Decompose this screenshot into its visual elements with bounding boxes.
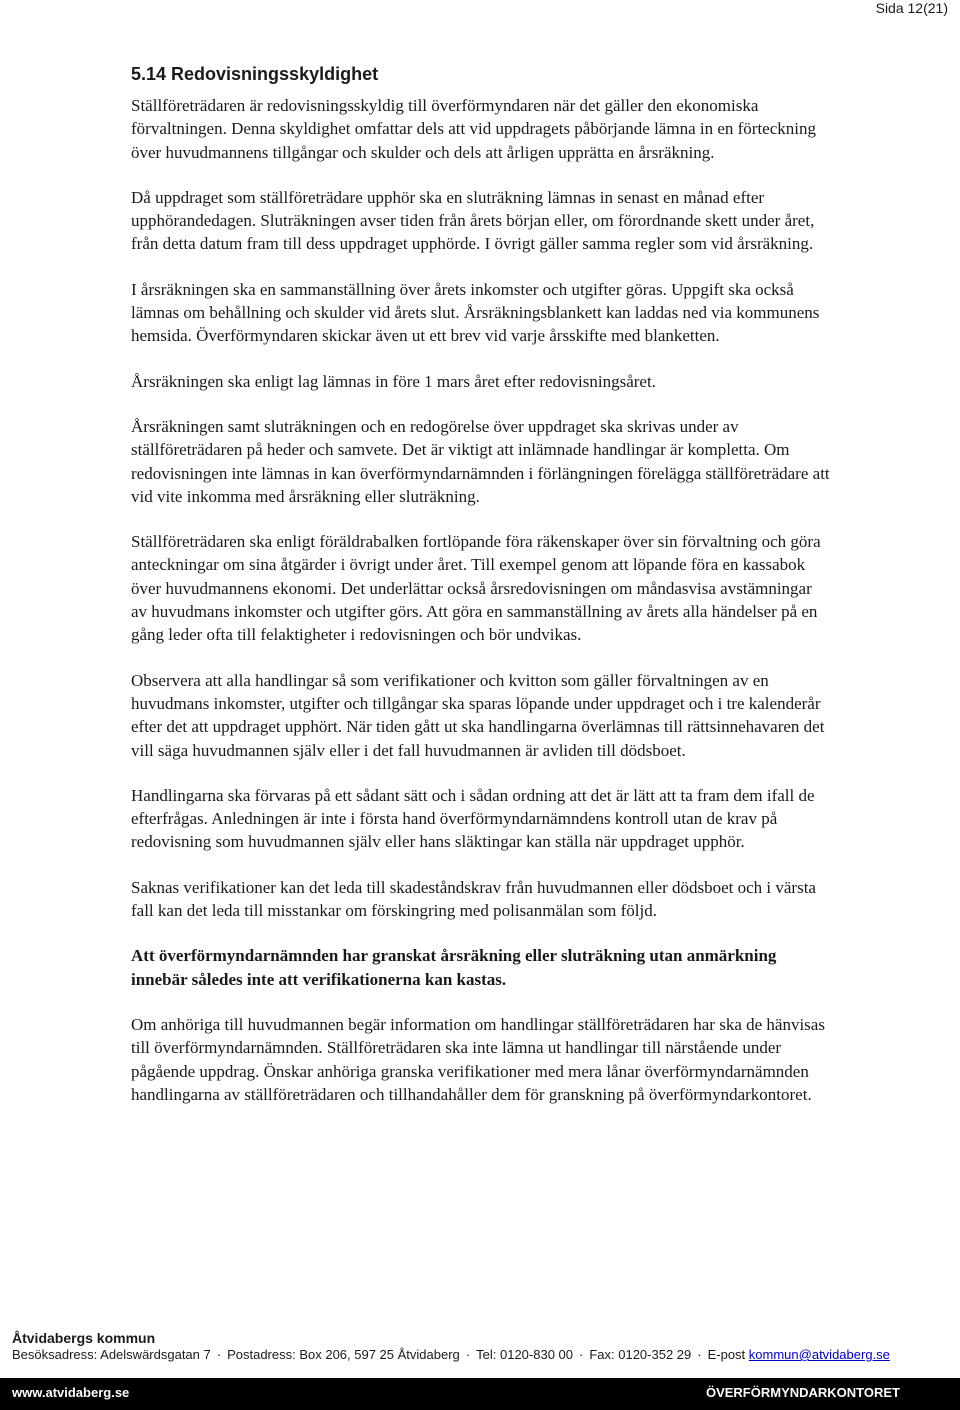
footer-email-link[interactable]: kommun@atvidaberg.se [748,1347,890,1362]
footer-separator: · [579,1347,584,1362]
paragraph-saknas-verifikationer: Saknas verifikationer kan det leda till skadeståndskrav från huvudmannen eller dödsboet och i värsta fall kan det leda till misstankar om förskingring med polisanmälan som följd. [131,877,816,921]
document-body [131,62,831,1128]
paragraph-verifikationer: Observera att alla handlingar så som verifikationer och kvitton som gäller förvaltningen av en huvudmans inkomster, utgifter och tillgångar ska sparas löpande under uppdraget och i tre kalenderår efter det att uppdraget upphört. När tiden gått ut ska handlingarna överlämnas till rättsinnehavaren det vill säga huvudmannen själv eller i det fall huvudmannen är avliden till dödsboet. [131,670,825,760]
footer-contact-line [12,1347,890,1362]
section-heading: 5.14 Redovisningsskyldighet [131,64,379,84]
footer-visit-address: Besöksadress: Adelswärdsgatan 7 [12,1347,211,1362]
footer-department: ÖVERFÖRMYNDARKONTORET [705,1385,900,1400]
footer-postal-address: Postadress: Box 206, 597 25 Åtvidaberg [227,1347,460,1362]
paragraph-anhoriga: Om anhöriga till huvudmannen begär information om handlingar ställföreträdaren har ska de hänvisas till överförmyndarnämnden. Ställföreträdaren ska inte lämna ut handlingar till närstående under pågående uppdrag. Önskar anhöriga granska verifikationer med mera lånar överförmyndarnämnden handlingarna av ställföreträdaren och tillhandahåller dem för granskning på överförmyndarkontoret. [131,1014,825,1104]
footer-bar [0,1378,960,1410]
paragraph-slutrakning: Då uppdraget som ställföreträdare upphör ska en sluträkning lämnas in senast en månad efter upphörandedagen. Sluträkningen avser tiden från årets början eller, om förordnande skett under året, från detta datum fram till dess uppdraget upphörde. I övrigt gäller samma regler som vid årsräkning. [131,187,815,254]
paragraph-underskrift: Årsräkningen samt sluträkningen och en redogörelse över uppdraget ska skrivas under av ställföreträdaren på heder och samvete. Det är viktigt att inlämnade handlingar är kompletta. Om redovisningen inte lämnas in kan överförmyndarnämnden i förlängningen förelägga ställföreträdare att vid vite inkomma med årsräkning eller sluträkning. [131,416,830,506]
footer-separator: · [697,1347,702,1362]
paragraph-arsrakning-innehall: I årsräkningen ska en sammanställning över årets inkomster och utgifter göras. Uppgift ska också lämnas om behållning och skulder vid årets slut. Årsräkningsblankett kan laddas ned via kommunens hemsida. Överförmyndaren skickar även ut ett brev vid varje årsskifte med blanketten. [131,279,820,346]
footer-separator: · [465,1347,471,1362]
footer-website[interactable]: www.atvidaberg.se [12,1385,130,1400]
footer-email-label: E-post [707,1347,746,1362]
footer-organization: Åtvidabergs kommun [12,1330,156,1346]
paragraph-redovisningsskyldighet: Ställföreträdaren är redovisningsskyldig till överförmyndaren när det gäller den ekonomiska förvaltningen. Denna skyldighet omfattar dels att vid uppdragets påbörjande lämna in en förteckning över huvudmannens tillgångar och skulder och dels att årligen upprätta en årsräkning. [131,96,816,162]
paragraph-bold-notice: Att överförmyndarnämnden har granskat årsräkning eller sluträkning utan anmärkning innebär således inte att verifikationerna kan kastas. [131,946,777,989]
footer-fax: Fax: 0120-352 29 [589,1347,692,1362]
paragraph-deadline: Årsräkningen ska enligt lag lämnas in före 1 mars året efter redovisningsåret. [131,371,656,391]
footer-phone: Tel: 0120-830 00 [476,1347,573,1362]
page-number: Sida 12(21) [875,0,948,16]
footer-separator: · [216,1347,222,1362]
paragraph-rakenskaper: Ställföreträdaren ska enligt föräldrabalken fortlöpande föra räkenskaper över sin förvaltning och göra anteckningar om sina åtgärder i övrigt under året. Till exempel genom att löpande föra en kassabok över huvudmannens ekonomi. Det underlättar också årsredovisningen om måndasvisa avstämningar av huvudmans inkomster och utgifter görs. Att göra en sammanställning av årets alla händelser på en gång leder ofta till felaktigheter i redovisningen och bör undvikas. [131,532,821,645]
paragraph-forvaring: Handlingarna ska förvaras på ett sådant sätt och i sådan ordning att det är lätt att ta fram dem ifall de efterfrågas. Anledningen är inte i första hand överförmyndarnämndens kontroll utan de krav på redovisning som huvudmannen själv eller hans släktingar kan ställa när uppdraget upphör. [131,785,815,852]
